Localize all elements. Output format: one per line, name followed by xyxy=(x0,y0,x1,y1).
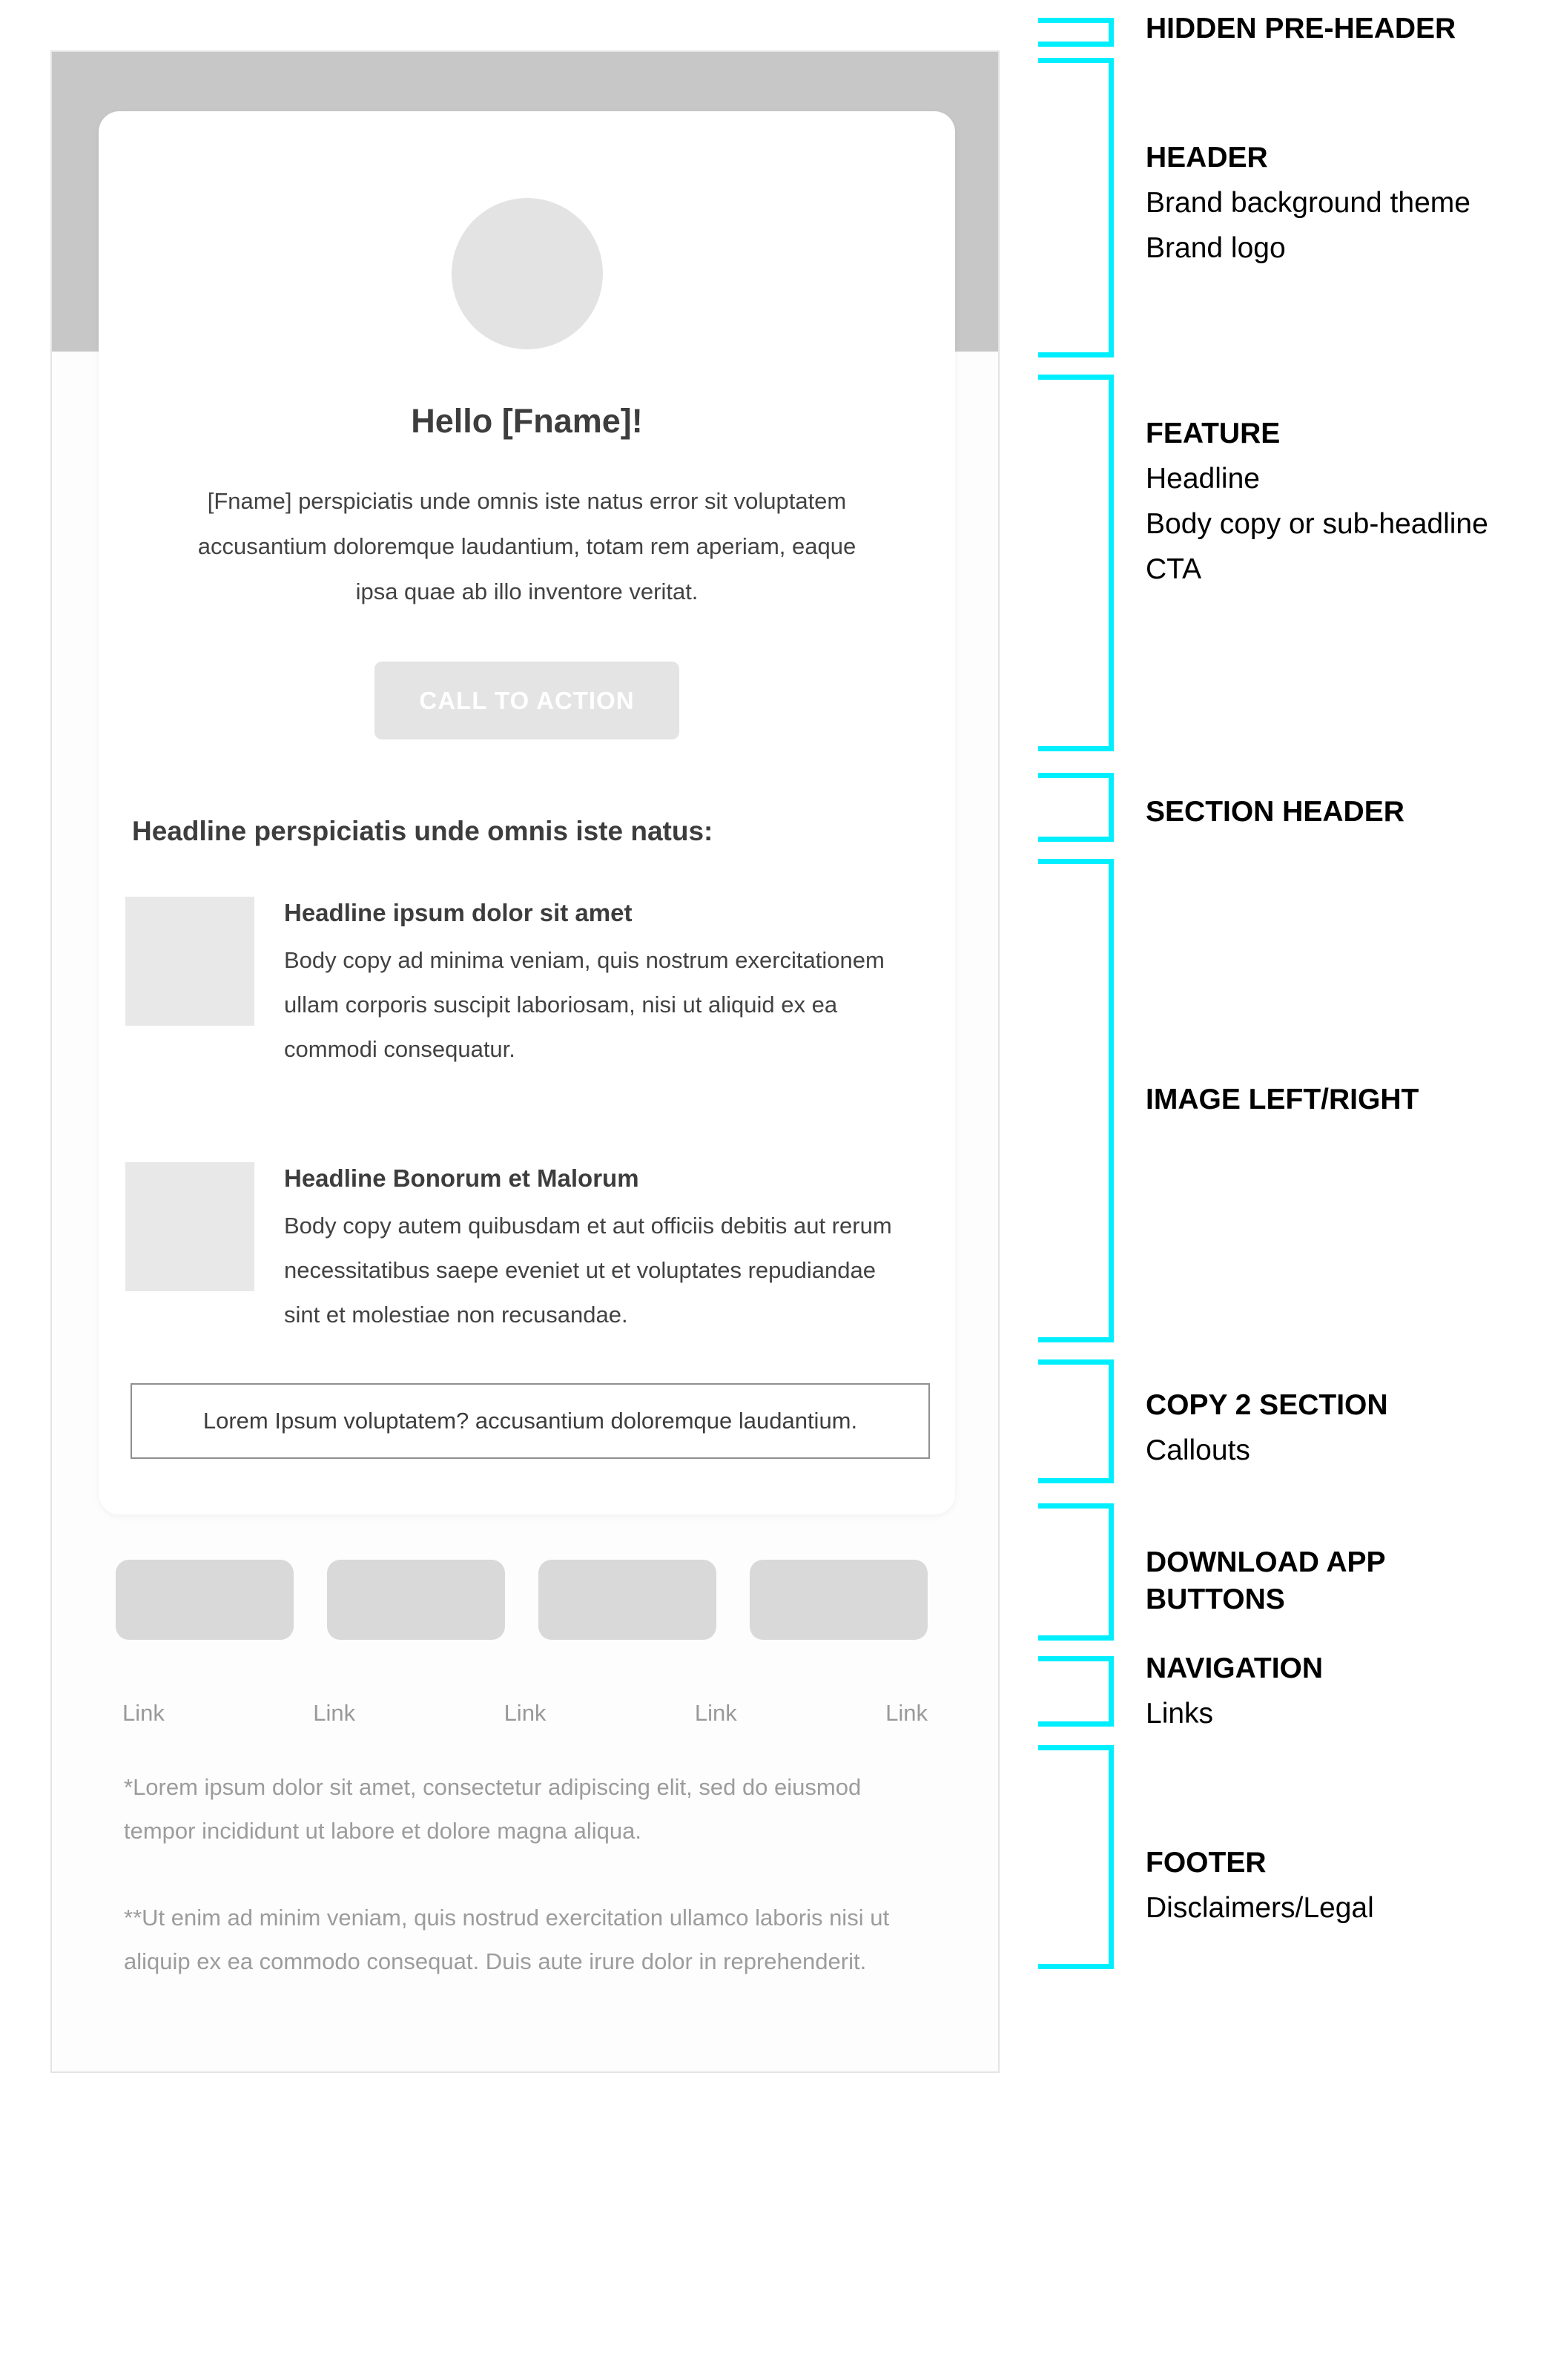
annotation-image-left-right xyxy=(1146,1077,1419,1122)
callout-box xyxy=(131,1383,930,1459)
navigation-links-row xyxy=(52,1700,998,1727)
app-store-button-placeholder[interactable] xyxy=(750,1560,928,1640)
bracket-copy-2-section xyxy=(1038,1359,1114,1483)
brand-logo-placeholder xyxy=(452,198,603,349)
bracket-image-left-right xyxy=(1038,859,1114,1342)
image-row-body: Body copy ad minima veniam, quis nostrum exercitationem ullam corporis suscipit laboriosam, nisi ut aliquid ex ea commodi consequatur. xyxy=(284,947,885,1062)
image-left-row xyxy=(125,897,928,1072)
image-placeholder xyxy=(125,897,254,1026)
annotation-title: FEATURE xyxy=(1146,418,1281,449)
annotation-copy-2-section xyxy=(1146,1382,1388,1473)
image-left-row xyxy=(125,1162,928,1337)
footer-disclaimers xyxy=(124,1765,936,1983)
bracket-hidden-pre-header xyxy=(1038,18,1114,47)
bracket-feature xyxy=(1038,375,1114,751)
annotation-item: Headline xyxy=(1146,463,1260,495)
annotation-download-app-buttons xyxy=(1146,1544,1472,1618)
bracket-header xyxy=(1038,58,1114,357)
nav-link[interactable]: Link xyxy=(885,1700,928,1726)
annotation-item: Body copy or sub-headline xyxy=(1146,508,1488,540)
annotation-item: Brand background theme xyxy=(1146,187,1470,219)
download-app-buttons-row xyxy=(116,1560,928,1640)
image-row-headline: Headline ipsum dolor sit amet xyxy=(284,899,633,926)
annotation-title: HIDDEN PRE-HEADER xyxy=(1146,13,1456,44)
disclaimer-text: *Lorem ipsum dolor sit amet, consectetur adipiscing elit, sed do eiusmod tempor incididunt ut labore et dolore magna aliqua. xyxy=(124,1774,862,1844)
image-placeholder xyxy=(125,1162,254,1291)
bracket-footer xyxy=(1038,1745,1114,1969)
image-row-body: Body copy autem quibusdam et aut officiis debitis aut rerum necessitatibus saepe eveniet ut et voluptates repudiandae sint et molestiae non recusandae. xyxy=(284,1213,892,1328)
section-header-text: Headline perspiciatis unde omnis iste natus: xyxy=(132,816,713,846)
annotation-item: CTA xyxy=(1146,553,1202,585)
annotation-navigation xyxy=(1146,1646,1323,1736)
email-body-card xyxy=(99,111,955,1514)
nav-link[interactable]: Link xyxy=(694,1700,737,1726)
annotation-title: SECTION HEADER xyxy=(1146,796,1404,828)
callout-text: Lorem Ipsum voluptatem? accusantium doloremque laudantium. xyxy=(202,1408,858,1434)
email-wireframe-panel xyxy=(50,50,1000,2073)
app-store-button-placeholder[interactable] xyxy=(538,1560,716,1640)
image-row-headline: Headline Bonorum et Malorum xyxy=(284,1164,639,1192)
disclaimer-text: **Ut enim ad minim veniam, quis nostrud exercitation ullamco laboris nisi ut aliquip ex ea commodo consequat. Duis aute irure dolor in reprehenderit. xyxy=(124,1905,890,1974)
annotation-title: DOWNLOAD APP BUTTONS xyxy=(1146,1546,1385,1615)
annotation-title: HEADER xyxy=(1146,142,1268,174)
bracket-section-header xyxy=(1038,773,1114,842)
annotation-title: IMAGE LEFT/RIGHT xyxy=(1146,1084,1419,1115)
call-to-action-button[interactable]: CALL TO ACTION xyxy=(374,662,679,739)
bracket-download-app xyxy=(1038,1503,1114,1641)
annotation-item: Brand logo xyxy=(1146,232,1286,264)
annotation-title: NAVIGATION xyxy=(1146,1652,1324,1684)
image-row-text xyxy=(284,1162,900,1337)
annotation-item: Disclaimers/Legal xyxy=(1146,1892,1374,1924)
image-row-text xyxy=(284,897,900,1072)
annotation-title: FOOTER xyxy=(1146,1847,1267,1879)
annotation-hidden-pre-header xyxy=(1146,6,1456,51)
app-store-button-placeholder[interactable] xyxy=(327,1560,505,1640)
feature-body-copy: [Fname] perspiciatis unde omnis iste natus error sit voluptatem accusantium doloremque laudantium, totam rem aperiam, eaque ipsa quae ab illo inventore veritat. xyxy=(197,488,856,604)
nav-link[interactable]: Link xyxy=(313,1700,356,1726)
nav-link[interactable]: Link xyxy=(504,1700,547,1726)
greeting-headline: Hello [Fname]! xyxy=(411,402,643,440)
annotation-feature xyxy=(1146,411,1488,592)
annotation-section-header xyxy=(1146,789,1404,834)
annotation-header xyxy=(1146,135,1470,271)
annotation-item: Links xyxy=(1146,1698,1214,1730)
app-store-button-placeholder[interactable] xyxy=(116,1560,294,1640)
bracket-navigation xyxy=(1038,1656,1114,1727)
nav-link[interactable]: Link xyxy=(122,1700,165,1726)
annotation-item: Callouts xyxy=(1146,1434,1250,1466)
annotation-footer xyxy=(1146,1840,1374,1931)
annotation-title: COPY 2 SECTION xyxy=(1146,1389,1388,1421)
